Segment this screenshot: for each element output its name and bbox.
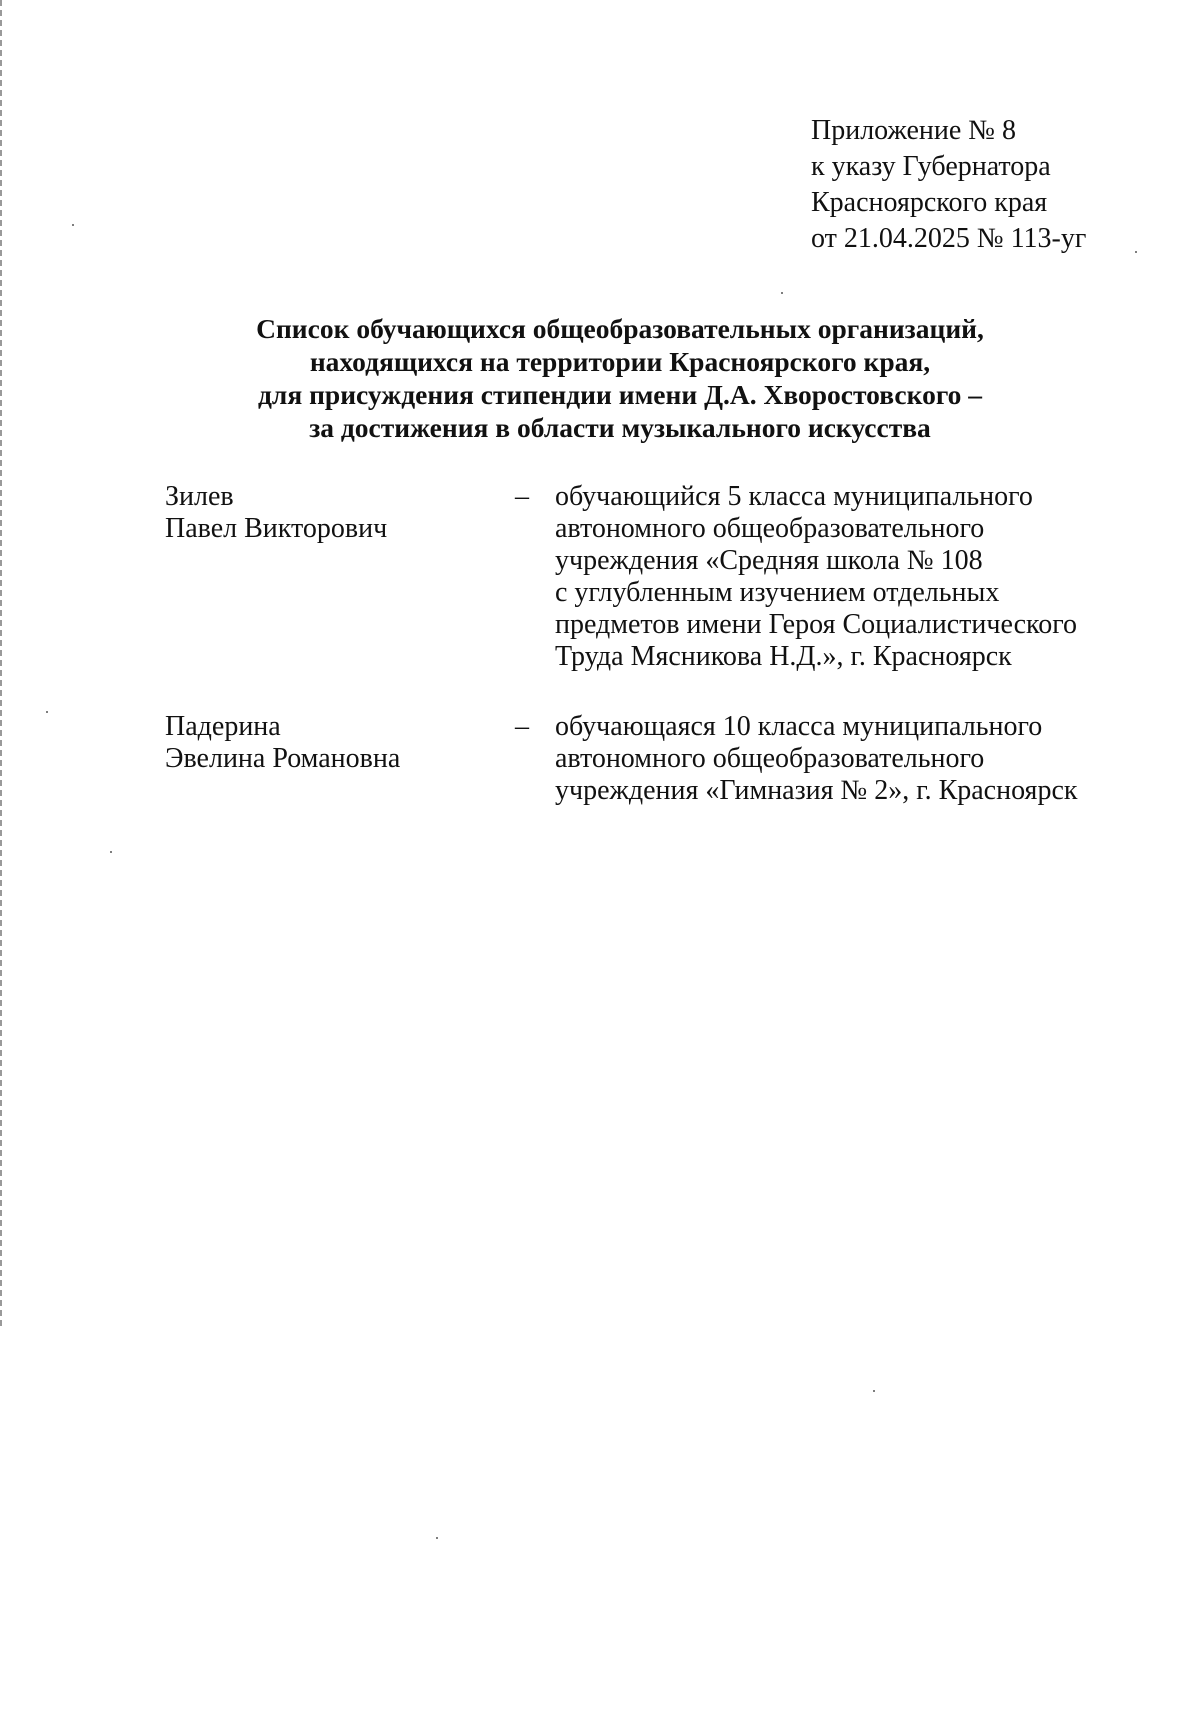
scan-speck <box>1135 251 1137 253</box>
description-line: автономного общеобразовательного <box>555 513 985 544</box>
scan-speck <box>46 711 48 713</box>
student-given-names: Павел Викторович <box>165 513 388 544</box>
description-line: обучающийся 5 класса муниципального <box>555 481 1033 512</box>
student-surname: Зилев <box>165 481 234 512</box>
scan-speck <box>110 851 112 853</box>
description-line: учреждения «Гимназия № 2», г. Красноярск <box>555 775 1078 806</box>
student-given-names: Эвелина Романовна <box>165 743 401 774</box>
annex-decree-ref: к указу Губернатора <box>811 151 1051 182</box>
student-description <box>555 481 1115 673</box>
title-line: находящихся на территории Красноярского края, <box>309 346 931 377</box>
description-line: Труда Мясникова Н.Д.», г. Красноярск <box>555 641 1012 672</box>
entry-dash: – <box>515 711 529 742</box>
student-description <box>555 711 1115 807</box>
annex-header <box>811 113 1086 257</box>
scan-speck <box>436 1537 438 1539</box>
student-entry <box>165 711 1105 821</box>
student-entry <box>165 481 1105 681</box>
annex-region: Красноярского края <box>811 187 1048 218</box>
student-surname: Падерина <box>165 711 281 742</box>
document-title <box>200 312 1040 444</box>
description-line: автономного общеобразовательного <box>555 743 985 774</box>
scan-left-edge <box>0 0 2 1330</box>
description-line: с углубленным изучением отдельных <box>555 577 1000 608</box>
annex-number: Приложение № 8 <box>811 115 1016 146</box>
description-line: обучающаяся 10 класса муниципального <box>555 711 1043 742</box>
student-name <box>165 481 495 545</box>
title-line: для присуждения стипендии имени Д.А. Хворостовского – <box>257 379 983 410</box>
scan-speck <box>873 1390 875 1392</box>
description-line: учреждения «Средняя школа № 108 <box>555 545 983 576</box>
scan-speck <box>72 224 74 226</box>
entry-dash: – <box>515 481 529 512</box>
title-line: за достижения в области музыкального искусства <box>309 412 931 443</box>
student-name <box>165 711 495 775</box>
description-line: предметов имени Героя Социалистического <box>555 609 1077 640</box>
annex-date: от 21.04.2025 № 113-уг <box>811 223 1087 254</box>
title-line: Список обучающихся общеобразовательных организаций, <box>256 313 984 344</box>
scan-speck <box>781 292 783 294</box>
